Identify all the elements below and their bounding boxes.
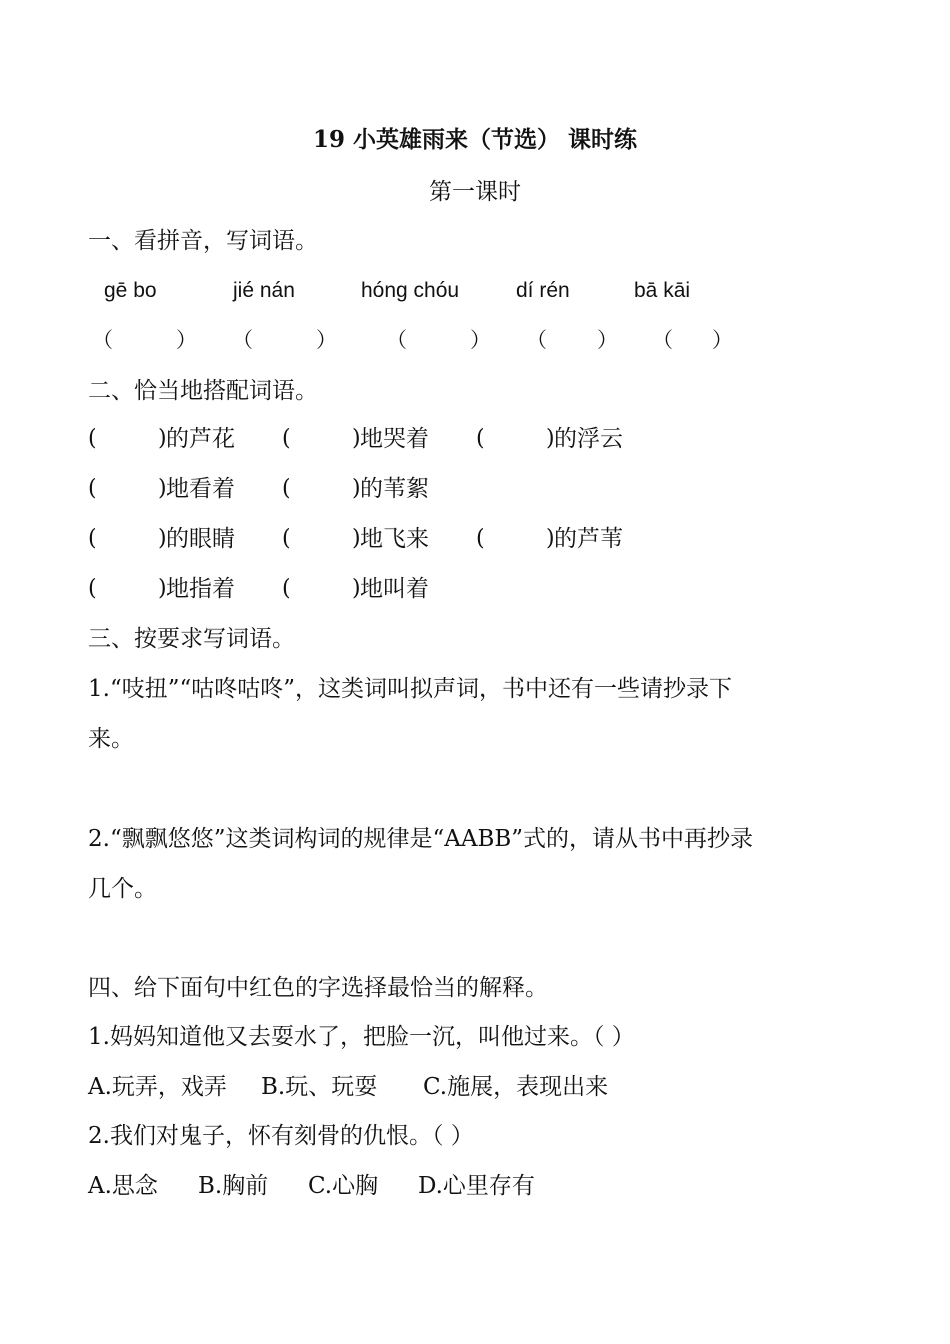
open-paren: （ <box>652 328 673 352</box>
close-paren: ) <box>158 526 167 551</box>
match-word: 地叫着 <box>360 576 429 602</box>
close-paren: ） <box>176 328 197 352</box>
section-3-heading: 三、按要求写词语。 <box>88 626 295 652</box>
close-paren: ) <box>352 426 361 451</box>
option-a[interactable]: A.思念 <box>88 1173 158 1199</box>
open-paren: （ <box>526 328 547 352</box>
section-4-heading: 四、给下面句中红色的字选择最恰当的解释。 <box>88 975 548 1001</box>
open-paren: ( <box>476 426 485 451</box>
question-3-1-line-1: 1.“吱扭”“咕咚咕咚”，这类词叫拟声词，书中还有一些请抄录下 <box>88 676 732 702</box>
section-1-heading: 一、看拼音，写词语。 <box>88 228 318 254</box>
option-b[interactable]: B.玩、玩耍 <box>261 1074 378 1100</box>
open-paren: ( <box>282 526 291 551</box>
match-word: 的芦花 <box>166 426 235 452</box>
question-4-2: 2.我们对鬼子，怀有刻骨的仇恨。（ ） <box>88 1123 474 1149</box>
pinyin-1: gē bo <box>104 279 157 302</box>
open-paren: ( <box>88 426 97 451</box>
open-paren: ( <box>282 476 291 501</box>
lesson-subtitle: 第一课时 <box>429 179 521 205</box>
pinyin-3: hóng chóu <box>361 279 460 302</box>
open-paren: （ <box>386 328 407 352</box>
close-paren: ) <box>546 426 555 451</box>
match-word: 地指着 <box>166 576 235 602</box>
question-3-1-line-2: 来。 <box>88 726 134 752</box>
question-4-1: 1.妈妈知道他又去耍水了，把脸一沉，叫他过来。（ ） <box>88 1024 635 1050</box>
open-paren: ( <box>88 476 97 501</box>
open-paren: ( <box>88 526 97 551</box>
close-paren: ） <box>712 328 733 352</box>
close-paren: ) <box>158 476 167 501</box>
option-d[interactable]: D.心里存有 <box>418 1173 535 1199</box>
open-paren: ( <box>88 576 97 601</box>
close-paren: ） <box>316 328 337 352</box>
option-c[interactable]: C.心胸 <box>308 1173 379 1199</box>
option-a[interactable]: A.玩弄，戏弄 <box>88 1074 227 1100</box>
match-word: 地飞来 <box>360 526 429 552</box>
pinyin-4: dí rén <box>516 279 570 302</box>
close-paren: ) <box>546 526 555 551</box>
close-paren: ) <box>352 476 361 501</box>
close-paren: ) <box>352 576 361 601</box>
section-2-heading: 二、恰当地搭配词语。 <box>88 378 318 404</box>
close-paren: ) <box>158 576 167 601</box>
open-paren: （ <box>232 328 253 352</box>
open-paren: （ <box>92 328 113 352</box>
open-paren: ( <box>282 576 291 601</box>
match-word: 的眼睛 <box>166 526 235 552</box>
question-3-2-line-1: 2.“飘飘悠悠”这类词构词的规律是“AABB”式的，请从书中再抄录 <box>88 826 754 852</box>
close-paren: ） <box>597 328 618 352</box>
option-c[interactable]: C.施展，表现出来 <box>423 1074 609 1100</box>
match-word: 地哭着 <box>360 426 429 452</box>
close-paren: ） <box>470 328 491 352</box>
match-word: 地看着 <box>166 476 235 502</box>
match-word: 的苇絮 <box>360 476 429 502</box>
match-word: 的芦苇 <box>554 526 623 552</box>
open-paren: ( <box>476 526 485 551</box>
page-title: 19 小英雄雨来（节选） 课时练 <box>312 126 638 153</box>
question-3-2-line-2: 几个。 <box>88 876 157 902</box>
open-paren: ( <box>282 426 291 451</box>
pinyin-2: jié nán <box>233 279 295 302</box>
match-word: 的浮云 <box>554 426 623 452</box>
pinyin-5: bā kāi <box>634 279 691 302</box>
close-paren: ) <box>158 426 167 451</box>
close-paren: ) <box>352 526 361 551</box>
option-b[interactable]: B.胸前 <box>198 1173 269 1199</box>
